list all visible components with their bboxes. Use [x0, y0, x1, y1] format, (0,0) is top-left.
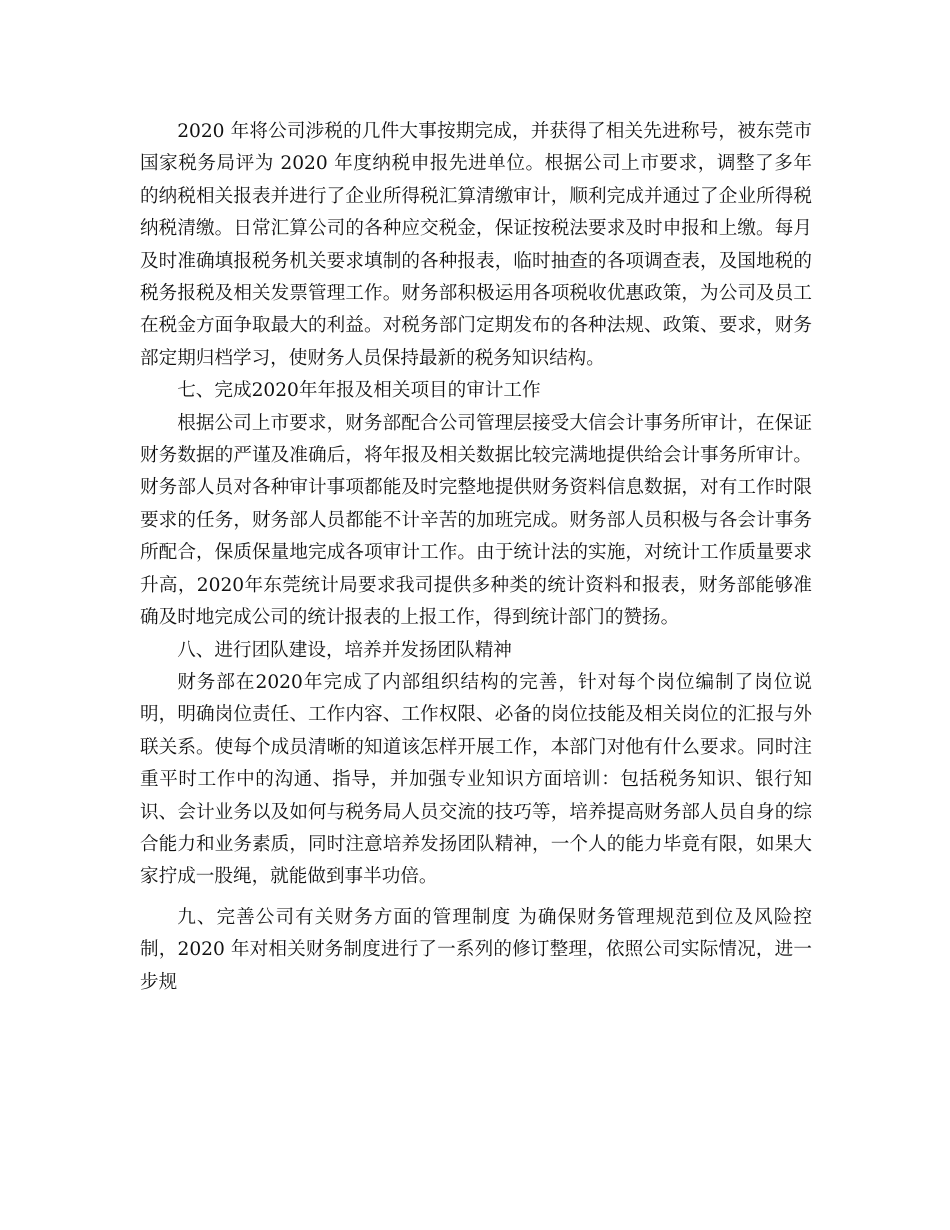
section-heading-eight: 八、进行团队建设，培养并发扬团队精神: [177, 639, 512, 661]
paragraph-tax-work: 2020 年将公司涉税的几件大事按期完成，并获得了相关先进称号，被东莞市国家税务局评为 2020 年度纳税申报先进单位。根据公司上市要求，调整了多年的纳税相关报表并进行了企业所得税汇算清缴审计，顺利完成并通过了企业所得税纳税清缴。日常汇算公司的各种应交税金，保证按税法要求及时申报和上缴。每月及时准确填报税务机关要求填制的各种报表，临时抽查的各项调查表，及国地税的税务报税及相关发票管理工作。财务部积极运用各项税收优惠政策，为公司及员工在税金方面争取最大的利益。对税务部门定期发布的各种法规、政策、要求，财务部定期归档学习，使财务人员保持最新的税务知识结构。: [140, 121, 812, 369]
paragraph-section-nine: 九、完善公司有关财务方面的管理制度 为确保财务管理规范到位及风险控制，2020 年对相关财务制度进行了一系列的修订整理，依照公司实际情况，进一步规: [140, 906, 812, 993]
paragraph-team-building: 财务部在2020年完成了内部组织结构的完善，针对每个岗位编制了岗位说明，明确岗位责任、工作内容、工作权限、必备的岗位技能及相关岗位的汇报与外联关系。使每个成员清晰的知道该怎样开展工作，本部门对他有什么要求。同时注重平时工作中的沟通、指导，并加强专业知识方面培训：包括税务知识、银行知识、会计业务以及如何与税务局人员交流的技巧等，培养提高财务部人员自身的综合能力和业务素质，同时注意培养发扬团队精神，一个人的能力毕竟有限，如果大家拧成一股绳，就能做到事半功倍。: [140, 671, 812, 888]
section-heading-seven: 七、完成2020年年报及相关项目的审计工作: [177, 380, 541, 402]
document-body: [140, 116, 812, 999]
paragraph-audit-work: 根据公司上市要求，财务部配合公司管理层接受大信会计事务所审计，在保证财务数据的严谨及准确后，将年报及相关数据比较完满地提供给会计事务所审计。财务部人员对各种审计事项都能及时完整地提供财务资料信息数据，对有工作时限要求的任务，财务部人员都能不计辛苦的加班完成。财务部人员积极与各会计事务所配合，保质保量地完成各项审计工作。由于统计法的实施，对统计工作质量要求升高，2020年东莞统计局要求我司提供多种类的统计资料和报表，财务部能够准确及时地完成公司的统计报表的上报工作，得到统计部门的赞扬。: [140, 412, 812, 629]
